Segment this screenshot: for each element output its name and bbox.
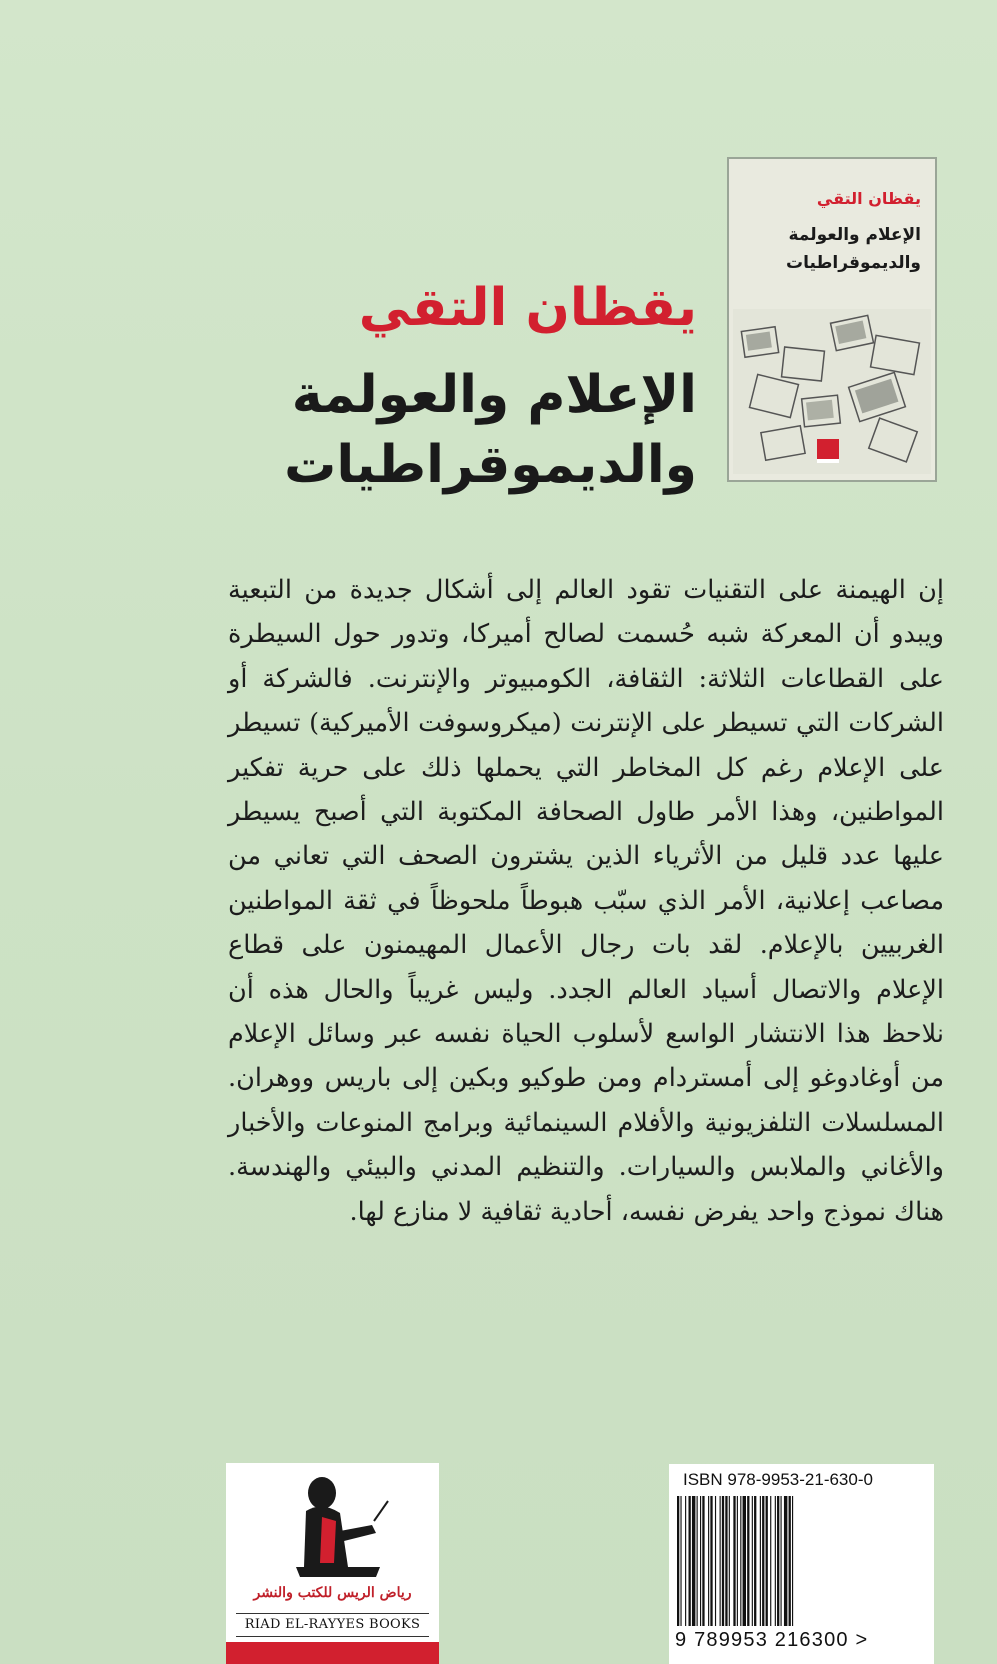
barcode-bar	[784, 1496, 787, 1626]
book-title-line-1: الإعلام والعولمة	[291, 365, 697, 425]
barcode-bar	[689, 1496, 691, 1626]
book-title-line-2: والديموقراطيات	[284, 435, 697, 495]
barcode-bar	[729, 1496, 730, 1626]
barcode-bar	[685, 1496, 686, 1626]
barcode-bar	[792, 1496, 793, 1626]
barcode-bar	[747, 1496, 749, 1626]
barcode-bar	[737, 1496, 738, 1626]
tv-collage-illustration	[733, 309, 931, 474]
publisher-name-english: RIAD EL-RAYYES BOOKS	[236, 1613, 429, 1637]
barcode-bar	[700, 1496, 701, 1626]
barcode-bar	[708, 1496, 709, 1626]
barcode-bar	[722, 1496, 724, 1626]
isbn-barcode	[669, 1464, 934, 1664]
barcode-bar	[677, 1496, 679, 1626]
thumbnail-author: يقظان التقي	[816, 189, 921, 208]
barcode-bar	[766, 1496, 768, 1626]
barcode-bar	[733, 1496, 735, 1626]
author-name: يقظان التقي	[358, 278, 697, 338]
publisher-name-arabic: رياض الريس للكتب والنشر	[253, 1585, 412, 1601]
barcode-bar	[697, 1496, 698, 1626]
blurb-paragraph: إن الهيمنة على التقنيات تقود العالم إلى أشكال جديدة من التبعية ويبدو أن المعركة شبه حُسمت لصالح أميركا، وتدور حول السيطرة على القطاعات الثلاثة: الثقافة، الكومبيوتر والإنترنت. فالشركة أو الشركات التي تسيطر على الإنترنت (ميكروسوفت الأميركية) تسيطر على الإعلام رغم كل المخاطر التي يحملها ذلك على حرية تفكير المواطنين، وهذا الأمر طاول الصحافة المكتوبة التي أصبح يسيطر عليها عدد قليل من الأثرياء الذين يشترون الصحف التي تعاني من مصاعب إعلانية، الأمر الذي سبّب هبوطاً ملحوظاً في ثقة المواطنين الغربيين بالإعلام. لقد بات رجال الأعمال المهيمنون على قطاع الإعلام والاتصال أسياد العالم الجدد. وليس غريباً والحال هذه أن نلاحظ هذا الانتشار الواسع لأسلوب الحياة نفسه عبر وسائل الإعلام من أوغادوغو إلى أمستردام ومن طوكيو وبكين إلى باريس ووهران. المسلسلات التلفزيونية والأفلام السينمائية وبرامج المنوعات والأخبار والأغاني والملابس والسيارات. والتنظيم المدني والبيئي والهندسة. هناك نموذج واحد يفرض نفسه، أحادية ثقافية لا منازع لها.	[228, 575, 944, 1227]
front-cover-thumbnail	[727, 157, 937, 482]
barcode-bar	[754, 1496, 756, 1626]
thumbnail-title-line-2: والديموقراطيات	[786, 253, 921, 273]
barcode-bar	[770, 1496, 771, 1626]
isbn-label: ISBN 978-9953-21-630-0	[683, 1470, 873, 1489]
barcode-digits: 9 789953 216300 >	[675, 1629, 869, 1651]
thumbnail-title-line-1: الإعلام والعولمة	[788, 225, 921, 245]
barcode-bar	[692, 1496, 695, 1626]
barcode-bar	[777, 1496, 779, 1626]
barcode-bar	[680, 1496, 681, 1626]
barcode-bar	[715, 1496, 716, 1626]
barcode-bar	[720, 1496, 721, 1626]
barcode-bars	[677, 1496, 909, 1626]
barcode-bar	[775, 1496, 776, 1626]
barcode-bar	[752, 1496, 753, 1626]
publisher-logo	[226, 1463, 439, 1664]
book-title	[277, 360, 697, 500]
barcode-bar	[710, 1496, 712, 1626]
barcode-bar	[743, 1496, 746, 1626]
barcode-bar	[760, 1496, 761, 1626]
barcode-bar	[740, 1496, 741, 1626]
publisher-red-bar	[226, 1642, 439, 1664]
barcode-bar	[781, 1496, 782, 1626]
barcode-bar	[702, 1496, 704, 1626]
thumbnail-title	[741, 221, 921, 277]
writer-figure-icon	[276, 1471, 396, 1591]
barcode-bar	[762, 1496, 764, 1626]
barcode-bar	[789, 1496, 791, 1626]
barcode-bar	[725, 1496, 727, 1626]
